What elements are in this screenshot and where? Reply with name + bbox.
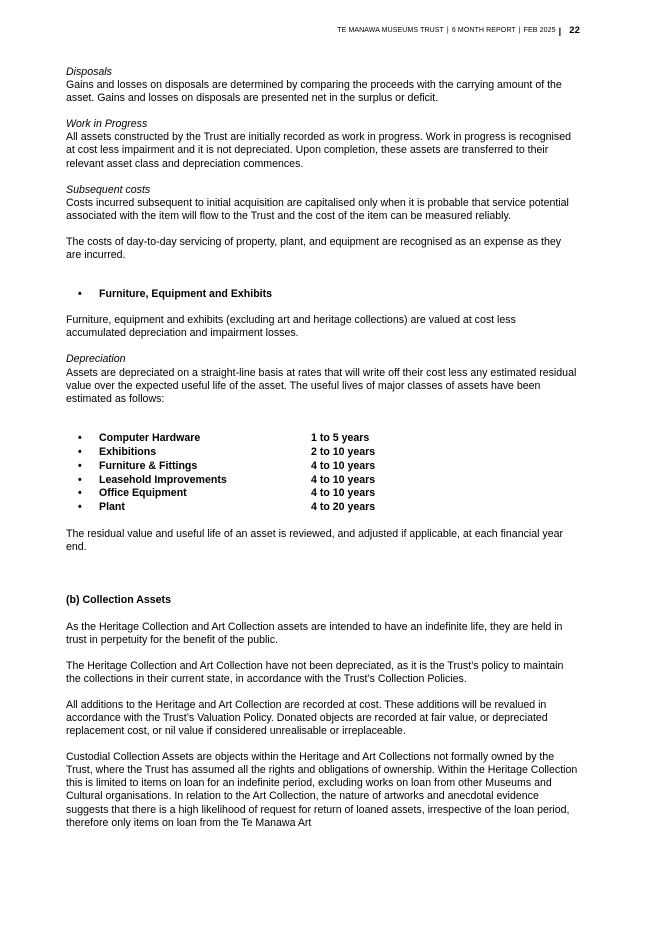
asset-class: Leasehold Improvements [99, 473, 227, 486]
report-date: FEB 2025 [523, 27, 556, 34]
asset-class: Furniture & Fittings [99, 459, 198, 472]
useful-life: 4 to 10 years [311, 473, 376, 486]
residual-value-text: The residual value and useful life of an asset is reviewed, and adjusted if applicable, at each financial year end. [66, 528, 564, 554]
useful-life: 1 to 5 years [311, 431, 370, 444]
list-item [66, 460, 578, 474]
list-item [66, 487, 578, 501]
report-name: TE MANAWA MUSEUMS TRUST [337, 27, 444, 34]
header-separator: | [558, 25, 562, 36]
list-item [66, 446, 578, 460]
list-item [66, 474, 578, 488]
useful-life: 4 to 10 years [311, 459, 376, 472]
useful-life: 4 to 20 years [311, 501, 376, 514]
bullet-icon: • [78, 288, 82, 301]
report-period: 6 MONTH REPORT [451, 27, 516, 34]
depreciation-text: Assets are depreciated on a straight-line basis at rates that will write off their cost less any estimated residual value over the expected useful life of the asset. The useful lives of major classes of assets have been estimated as follows: [66, 366, 577, 405]
furniture-bullet-heading [66, 288, 578, 301]
bullet-icon: • [78, 487, 82, 500]
useful-lives-list [66, 432, 578, 515]
asset-class: Exhibitions [99, 445, 157, 458]
page-number: 22 [569, 25, 580, 36]
useful-life: 2 to 10 years [311, 445, 376, 458]
list-item [66, 432, 578, 446]
furniture-text: Furniture, equipment and exhibits (excluding art and heritage collections) are valued at cost less accumulated depreciation and impairment losses. [66, 314, 516, 340]
collection-paragraph-3: All additions to the Heritage and Art Collection are recorded at cost. These additions will be revalued in accordance with the Trust’s Valuation Policy. Donated objects are recorded at fair value, or depreciated replacement cost, or nil value if considered unrealisable or irreplaceable. [66, 698, 548, 738]
list-item [66, 501, 578, 515]
bullet-icon: • [78, 473, 82, 486]
disposals-heading: Disposals [66, 66, 112, 78]
header-separator: | [446, 27, 449, 34]
wip-text: All assets constructed by the Trust are initially recorded as work in progress. Work in progress is recognised at cost less impairment and it is not depreciated. Upon completion, these assets are transferred to their relevant asset class and depreciation commences. [66, 131, 571, 170]
depreciation-heading: Depreciation [66, 353, 126, 366]
furniture-heading: Furniture, Equipment and Exhibits [99, 288, 273, 301]
bullet-icon: • [78, 501, 82, 514]
collection-paragraph-4: Custodial Collection Assets are objects within the Heritage and Art Collections not formally owned by the Trust, where the Trust has assumed all the rights and obligations of ownership. Within the Heritage Collection this is limited to items on loan for an indefinite period, excluding works on loan from other Museums and Cultural organisations. In relation to the Art Collection, the nature of artworks and anecdotal evidence suggests that there is a high likelihood of request for return of loaned assets, irrespective of the loan period, therefore only items on loan from the Te Manawa Art [66, 751, 578, 829]
asset-class: Office Equipment [99, 487, 187, 500]
bullet-icon: • [78, 431, 82, 444]
page-header [337, 25, 580, 36]
servicing-costs-text: The costs of day-to-day servicing of property, plant, and equipment are recognised as an expense as they are incurred. [66, 235, 562, 262]
collection-paragraph-1: As the Heritage Collection and Art Collection assets are intended to have an indefinite life, they are held in trust in perpetuity for the benefit of the public. [66, 620, 563, 646]
document-body [66, 66, 578, 830]
subsequent-costs-text: Costs incurred subsequent to initial acquisition are capitalised only when it is probable that service potential associated with the item will flow to the Trust and the cost of the item can be measured reliably. [66, 196, 569, 222]
disposals-text: Gains and losses on disposals are determined by comparing the proceeds with the carrying amount of the asset. Gains and losses on disposals are presented net in the surplus or deficit. [66, 79, 562, 105]
useful-life: 4 to 10 years [311, 487, 376, 500]
bullet-icon: • [78, 459, 82, 472]
collection-assets-heading: (b) Collection Assets [66, 594, 171, 607]
bullet-icon: • [78, 445, 82, 458]
collection-paragraph-2: The Heritage Collection and Art Collection have not been depreciated, as it is the Trust’s policy to maintain the collections in their current state, in accordance with the Trust’s Collection Policies. [66, 659, 564, 685]
header-separator: | [518, 27, 521, 34]
wip-heading: Work in Progress [66, 118, 148, 131]
subsequent-costs-heading: Subsequent costs [66, 183, 151, 196]
asset-class: Plant [99, 501, 125, 514]
asset-class: Computer Hardware [99, 431, 201, 444]
